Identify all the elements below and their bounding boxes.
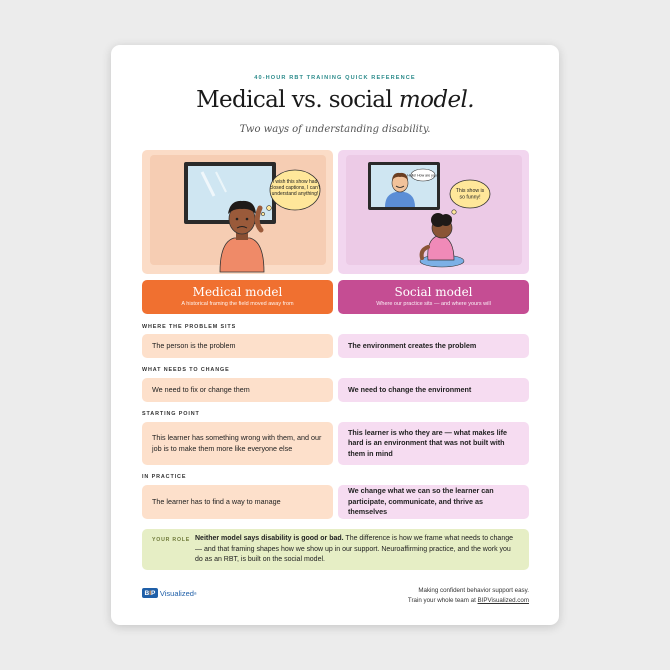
- section-label: WHAT NEEDS TO CHANGE: [142, 367, 230, 373]
- footer-link[interactable]: BIPVisualized.com: [477, 597, 529, 604]
- social-model-name: Social model: [394, 285, 473, 299]
- logo-badge: [142, 588, 158, 598]
- section-label: IN PRACTICE: [142, 474, 187, 480]
- medical-model-name: Medical model: [192, 285, 283, 299]
- footer-line-1: Making confident behavior support easy.: [418, 587, 529, 594]
- social-illustration: [338, 150, 529, 274]
- social-model-header: [338, 280, 529, 314]
- logo-letter-p: P: [151, 589, 156, 597]
- subtitle: Two ways of understanding disability.: [239, 124, 431, 135]
- title-emphasis: model.: [398, 87, 474, 113]
- bip-visualized-logo: [142, 588, 197, 598]
- section-label: STARTING POINT: [142, 411, 200, 417]
- kicker: 40-HOUR RBT TRAINING QUICK REFERENCE: [254, 75, 416, 81]
- medical-model-tagline: A historical framing the field moved away from: [181, 301, 294, 307]
- medical-illustration-art: [142, 150, 333, 274]
- title-main: Medical vs. social: [196, 87, 399, 113]
- logo-trademark: ®: [193, 590, 197, 596]
- medical-cell: The learner has to find a way to manage: [142, 485, 333, 519]
- reference-card: [111, 45, 559, 625]
- your-role-text: [195, 534, 520, 566]
- social-speech-bubble: This show is so funny!: [455, 188, 485, 201]
- social-cell: This learner is who they are — what makes life hard is an environment that was not built with them in mind: [338, 422, 529, 465]
- your-role-label: YOUR ROLE: [152, 537, 191, 543]
- your-role-body: The difference is how we frame what needs to change — and that framing shapes how we show up in our support. Neuroaffirming practice, and the work you do as an RBT, is built on the social model.: [195, 535, 513, 564]
- section-label: WHERE THE PROBLEM SITS: [142, 324, 237, 330]
- page-title: [111, 87, 559, 113]
- footer-line-2: [408, 596, 529, 606]
- logo-wordmark: Visualized: [159, 588, 194, 598]
- social-illustration-art: [338, 150, 529, 274]
- social-model-tagline: Where our practice sits — and where yours will: [376, 301, 491, 307]
- logo-letter-i: I: [149, 589, 152, 597]
- your-role-callout: [142, 529, 529, 570]
- tv-speech-bubble: Hello! How are you?: [407, 173, 439, 178]
- logo-letter-b: B: [144, 589, 150, 597]
- your-role-bold: Neither model says disability is good or bad.: [195, 535, 344, 542]
- social-cell: We need to change the environment: [338, 378, 529, 402]
- medical-cell: This learner has something wrong with them, and our job is to make them more like everyone else: [142, 422, 333, 465]
- footer-tagline: [408, 586, 529, 606]
- medical-model-header: [142, 280, 333, 314]
- social-cell: We change what we can so the learner can participate, communicate, and thrive as themselves: [338, 485, 529, 519]
- medical-illustration: [142, 150, 333, 274]
- social-cell: The environment creates the problem: [338, 334, 529, 358]
- medical-speech-bubble: I wish this show had closed captions, I can't understand anything!: [269, 179, 321, 197]
- medical-cell: We need to fix or change them: [142, 378, 333, 402]
- footer-line-2-prefix: Train your whole team at: [407, 597, 478, 604]
- medical-cell: The person is the problem: [142, 334, 333, 358]
